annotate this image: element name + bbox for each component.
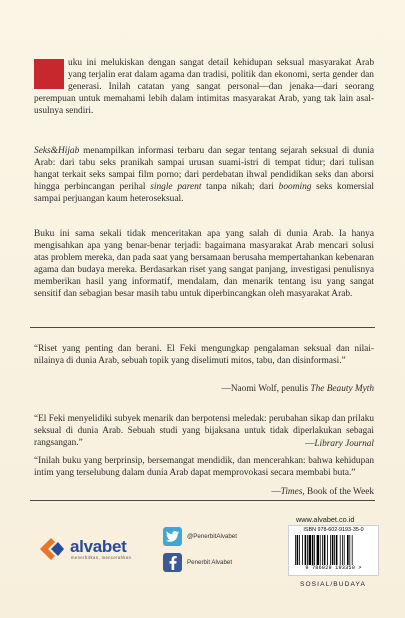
review-attribution-3 [271,487,374,497]
barcode-digit-string: 9 786029 193350 [305,565,356,571]
twitter-handle[interactable] [163,527,237,546]
barcode-bar [320,535,321,565]
book-title-inline: Seks&Hijab [34,146,80,156]
barcode-bar [330,535,331,565]
barcode-bar [332,535,334,565]
barcode-bar [307,535,308,565]
alvabet-logo-mark-icon [38,536,66,562]
barcode-bar [312,535,314,565]
barcode-bar [340,535,341,565]
barcode-bars [294,535,373,565]
barcode-bar [322,535,323,565]
barcode-bar [314,535,315,565]
review-attribution-2 [305,439,374,449]
barcode-bar [334,535,335,565]
twitter-label: @PenerbitAlvabet [187,533,237,540]
facebook-label: Penerbit Alvabet [187,559,233,566]
drop-cap-block [34,59,64,89]
blurb-p2-single: single parent [150,182,202,193]
review-quote-2: “El Feki menyelidiki subyek menarik dan berpotensi meledak: perubahan sikap dan prilaku seksual di dunia Arab. Sebuah studi yang bijaksana untuk tidak diperlakukan sebagai rangsangan.” [34,414,375,449]
twitter-icon [163,527,182,546]
blurb-p1-rest: masyarakat Arab yang terjalin erat dalam agama dan tradisi, politik dan ekonomi, serta gender dan generasi. Inilah catatan yang sangat personal—dan jenaka—dari seorang perempuan untuk memahami lebih dalam intimitas masyarakat Arab, yang tak lain asal-usulnya sendiri. [34,58,375,117]
review-quote-1: “Riset yang penting dan berani. El Feki mengungkap pengalaman seksual dan nilai-nilainya di dunia Arab, sebuah topik yang diselimuti mitos, tabu, dan disinformasi.” [34,344,374,367]
blurb-p1-first-line: uku ini melukiskan dengan sangat detail kehidupan seksual [68,58,305,68]
barcode-bar [299,535,300,565]
barcode-bar [347,535,349,565]
barcode-bar [297,535,299,565]
divider-top [30,327,375,328]
barcode-digits [290,565,377,571]
barcode-bar [352,535,353,565]
isbn-text: ISBN 978-602-9193-35-0 [303,527,364,533]
barcode-bar [342,535,343,565]
divider-bottom [30,500,375,501]
blurb-p2-c: seks komersial sampai perjuangan kaum heteroseksual. [34,182,375,205]
barcode-bar [349,535,350,565]
blurb-paragraph-1 [34,57,374,117]
isbn-barcode [288,525,379,576]
publisher-name: alvabet [70,537,127,556]
barcode-suffix: > [358,565,362,571]
barcode-bar [336,535,338,565]
review-attribution-1 [222,384,374,394]
review-quote-3: “Inilah buku yang berprinsip, bersemangat mendidik, dan mencerahkan: bahwa kehidupan intim yang terselubung dalam dunia Arab dapat memprovokasi secara membabi buta.” [34,456,374,479]
barcode-bar [309,535,311,565]
barcode-bar [317,535,319,565]
publisher-website[interactable]: www.alvabet.co.id [296,515,355,524]
attr-3-title: Times [280,487,303,497]
blurb-paragraph-3: Buku ini sama sekali tidak menceritakan apa yang salah di dunia Arab. Ia hanya mengisahkan apa yang benar-benar terjadi: bagaimana masyarakat Arab mencari solusi atas problem mereka, dan pada saat yang bersamaan berusaha mempertahankan kebenaran agama dan budaya mereka. Berdasarkan riset yang sangat panjang, investigasi penulisnya memberikan hasil yang informatif, mendalam, dan menarik tentang isu yang sangat sensitif dan sebagian besar masih tabu untuk diperbincangkan oleh masyarakat Arab. [34,229,374,300]
blurb-p2-a: menampilkan informasi terbaru dan segar tentang sejarah seksual di dunia Arab: dari tabu seks pranikah sampai urusan suami-istri di tempat tidur; dari tulisan hangat terkait seks sampai film porno; dari perdebatan ihwal pendidikan seks dan aborsi hingga perbincangan perihal [34,146,375,193]
facebook-page[interactable] [163,553,232,572]
attr-1-prefix: —Naomi Wolf, penulis [221,384,311,394]
publisher-logo [38,534,144,564]
blurb-paragraph-2 [34,145,374,205]
facebook-icon [163,553,182,572]
publisher-tagline: menerbitkan, mencerahkan [71,555,132,560]
barcode-bar [305,535,307,565]
attr-3-prefix: — [271,487,281,497]
blurb-p2-b: tanpa nikah; dari [206,182,274,193]
barcode-bar [324,535,326,565]
barcode-bar [295,535,296,565]
attr-2-prefix: — [305,439,315,449]
barcode-bar [327,535,328,565]
book-category: SOSIAL/BUDAYA [299,581,367,588]
attr-3-suffix: , Book of the Week [302,487,374,497]
barcode-bar [344,535,345,565]
barcode-bar [302,535,303,565]
blurb-p2-booming: booming [278,182,312,193]
attr-1-title: The Beauty Myth [310,384,374,394]
attr-2-title: Library Journal [314,439,374,449]
